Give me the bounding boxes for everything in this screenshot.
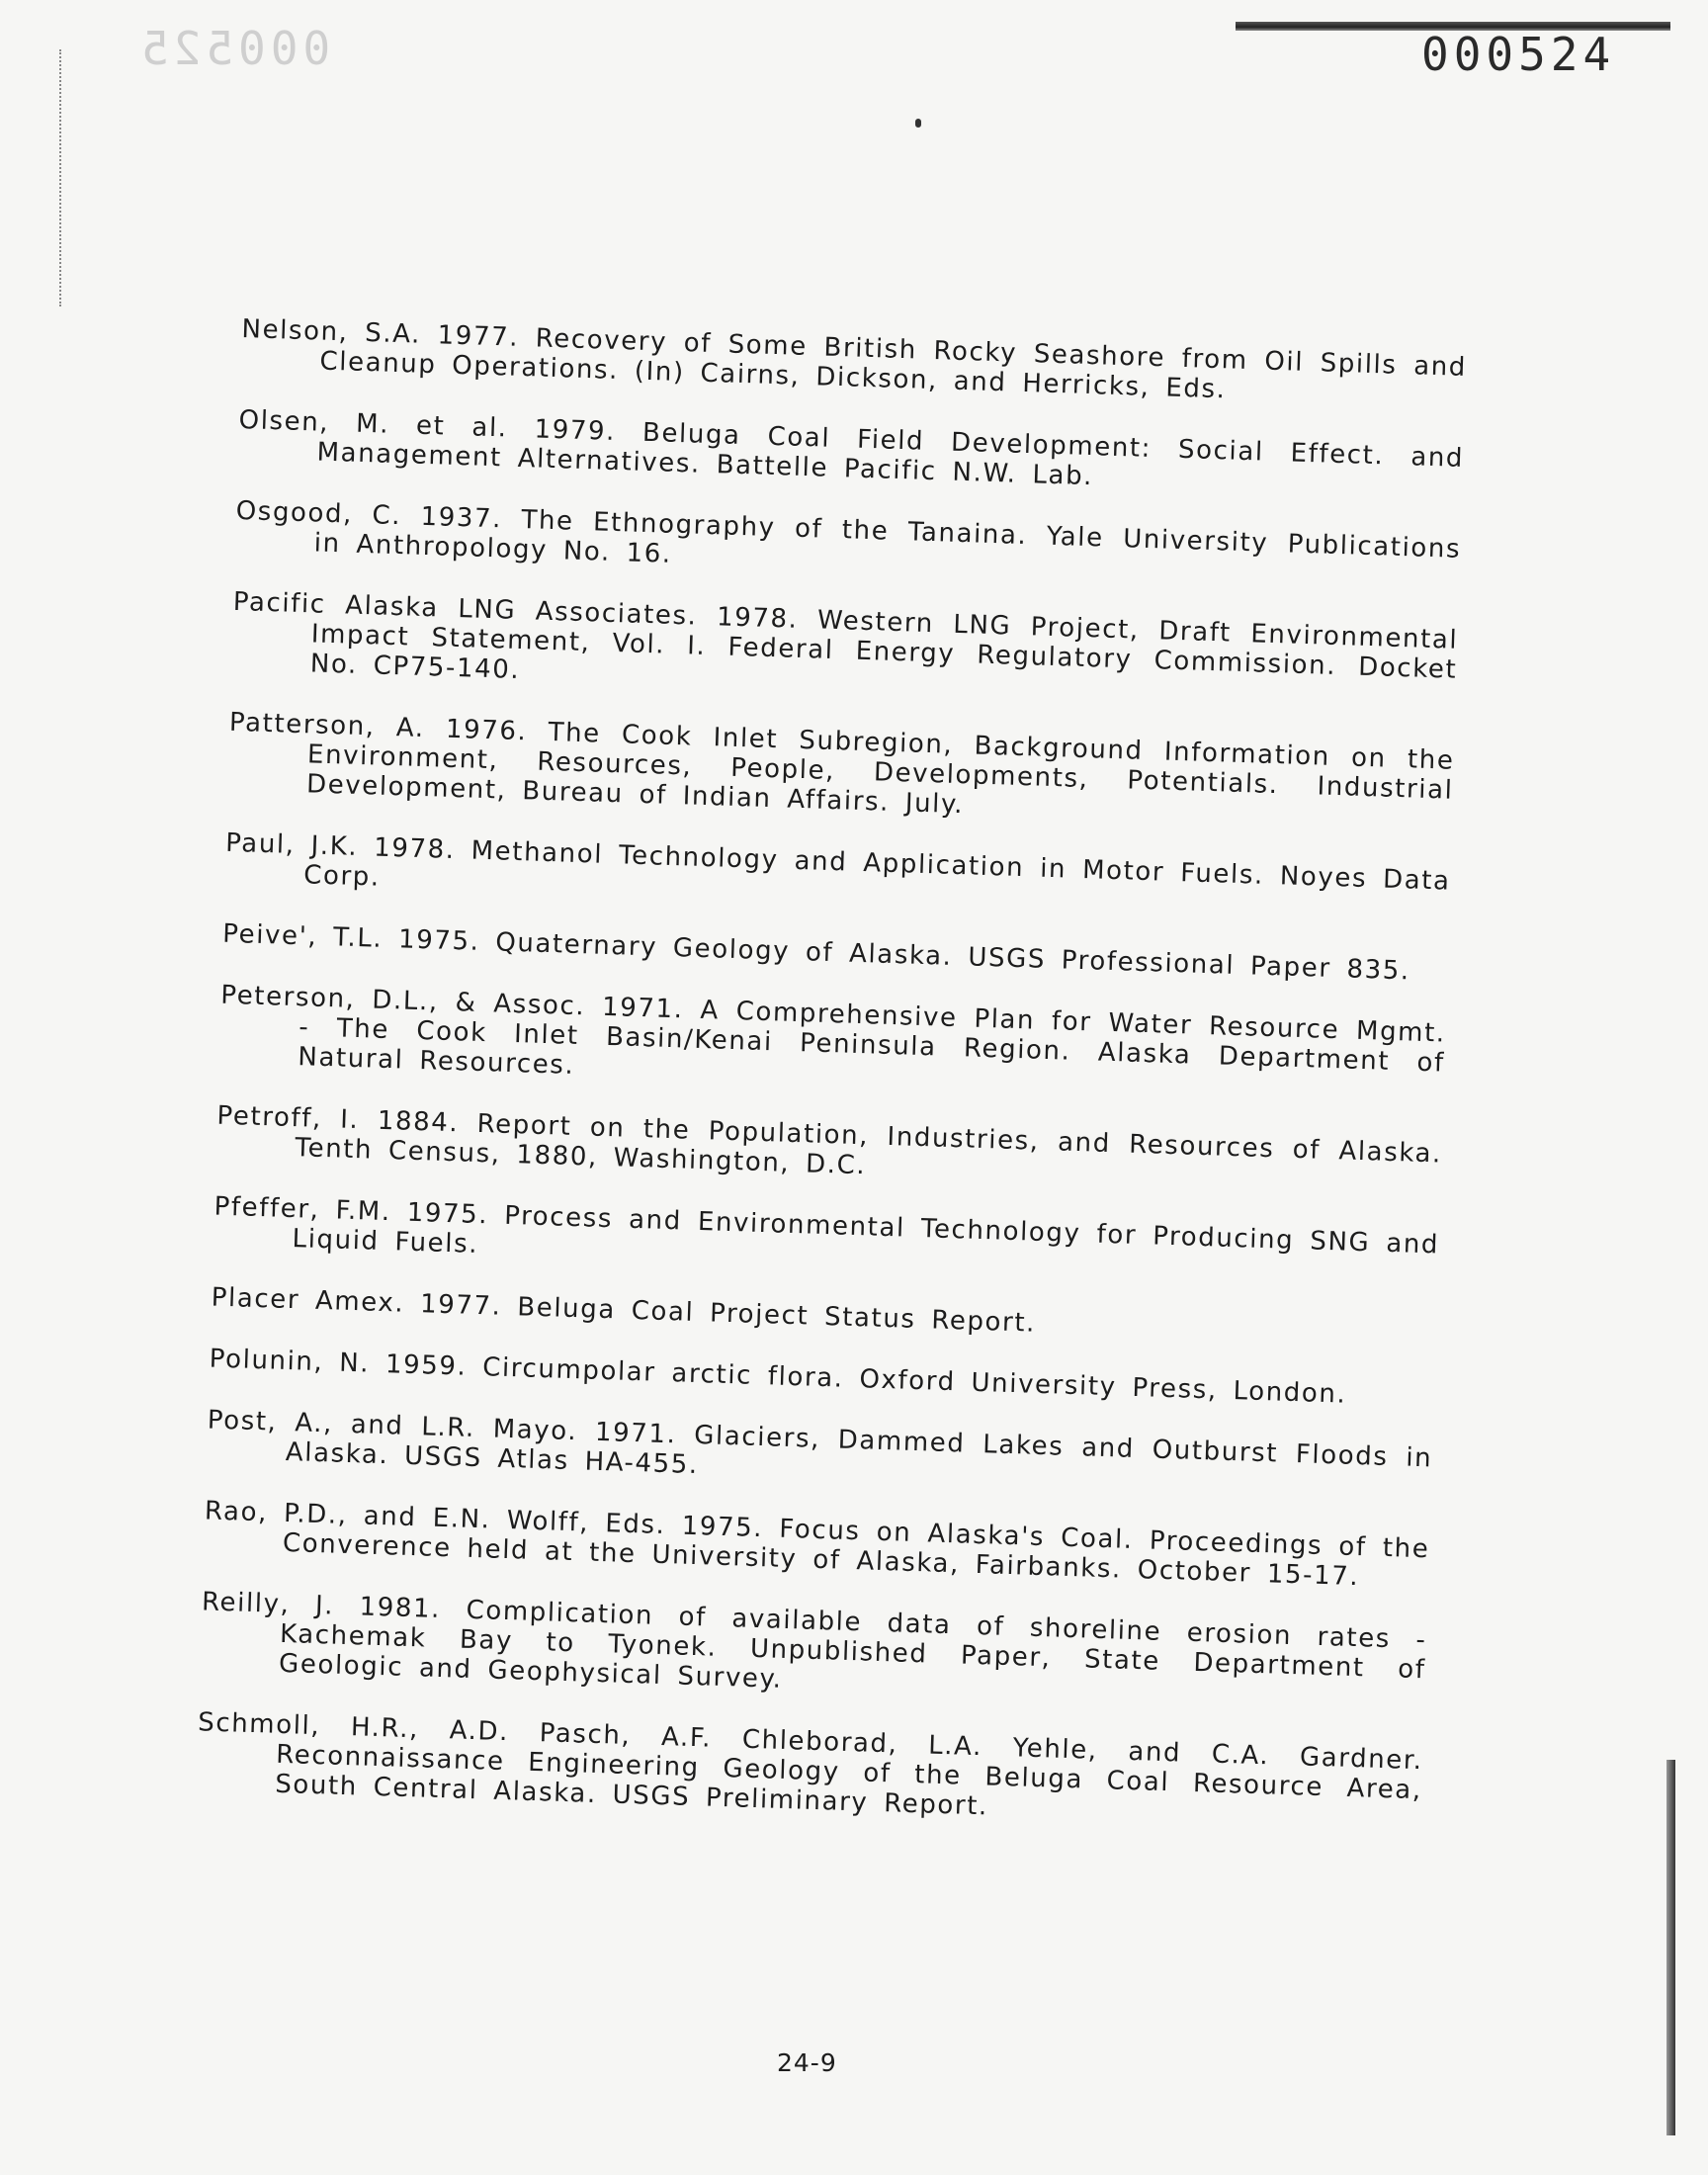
reference-entry: Peterson, D.L., & Assoc. 1971. A Comprehensive Plan for Water Resource Mgmt. - The Cook Inlet Basin/Kenai Peninsula Region. Alaska Department of Natural Resources. [219, 980, 1447, 1081]
reference-entry: Patterson, A. 1976. The Cook Inlet Subregion, Background Information on the Environment, Resources, People, Developments, Potentials. Industrial Development, Bureau of Indian Affairs. July. [228, 707, 1455, 821]
reference-entry: Placer Amex. 1977. Beluga Coal Project Status Report. [211, 1282, 1037, 1339]
reference-entry: Paul, J.K. 1978. Methanol Technology and Application in Motor Fuels. Noyes Data Corp. [224, 827, 1452, 897]
reference-entry: Schmoll, H.R., A.D. Pasch, A.F. Chleborad, L.A. Yehle, and C.A. Gardner. Reconnaissance Engineering Geology of the Beluga Coal Resource Area, South Central Alaska. USGS Preliminary Report. [197, 1707, 1424, 1822]
reference-entry: Reilly, J. 1981. Complication of available data of shoreline erosion rates - Kachemak Bay to Tyonek. Unpublished Paper, State Department of Geologic and Geophysical Survey. [201, 1587, 1427, 1695]
page-number: 24-9 [777, 2048, 837, 2077]
reference-entry: Rao, P.D., and E.N. Wolff, Eds. 1975. Focus on Alaska's Coal. Proceedings of the Converence held at the University of Alaska, Fairbanks. October 15-17. [204, 1496, 1430, 1593]
reference-entry: Osgood, C. 1937. The Ethnography of the Tanaina. Yale University Publications in Anthropology No. 16. [235, 495, 1462, 569]
bleed-through-number: 000525 [136, 22, 331, 75]
reference-entry: Peive', T.L. 1975. Quaternary Geology of Alaska. USGS Professional Paper 835. [221, 918, 1411, 987]
scan-margin-marks [59, 49, 65, 306]
bates-stamp-number: 000524 [1421, 28, 1616, 81]
scan-edge-right [1666, 1760, 1675, 2135]
reference-entry: Pfeffer, F.M. 1975. Process and Environmental Technology for Producing SNG and Liquid Fuels. [214, 1191, 1440, 1261]
reference-entry: Polunin, N. 1959. Circumpolar arctic flora. Oxford University Press, London. [209, 1344, 1347, 1410]
reference-entry: Post, A., and L.R. Mayo. 1971. Glaciers, Dammed Lakes and Outburst Floods in Alaska. USGS Atlas HA-455. [207, 1405, 1433, 1481]
reference-entry: Nelson, S.A. 1977. Recovery of Some British Rocky Seashore from Oil Spills and Cleanup Operations. (In) Cairns, Dickson, and Herricks, Eds. [241, 314, 1468, 405]
reference-entry: Petroff, I. 1884. Report on the Population, Industries, and Resources of Alaska. Tenth Census, 1880, Washington, D.C. [216, 1100, 1443, 1181]
reference-entry: Pacific Alaska LNG Associates. 1978. Western LNG Project, Draft Environmental Impact Statement, Vol. I. Federal Energy Regulatory Commission. Docket No. CP75-140. [232, 586, 1459, 686]
reference-entry: Olsen, M. et al. 1979. Beluga Coal Field Development: Social Effect. and Management Alternatives. Battelle Pacific N.W. Lab. [238, 404, 1465, 492]
reference-list [195, 314, 1468, 1867]
speck-mark [915, 119, 921, 128]
